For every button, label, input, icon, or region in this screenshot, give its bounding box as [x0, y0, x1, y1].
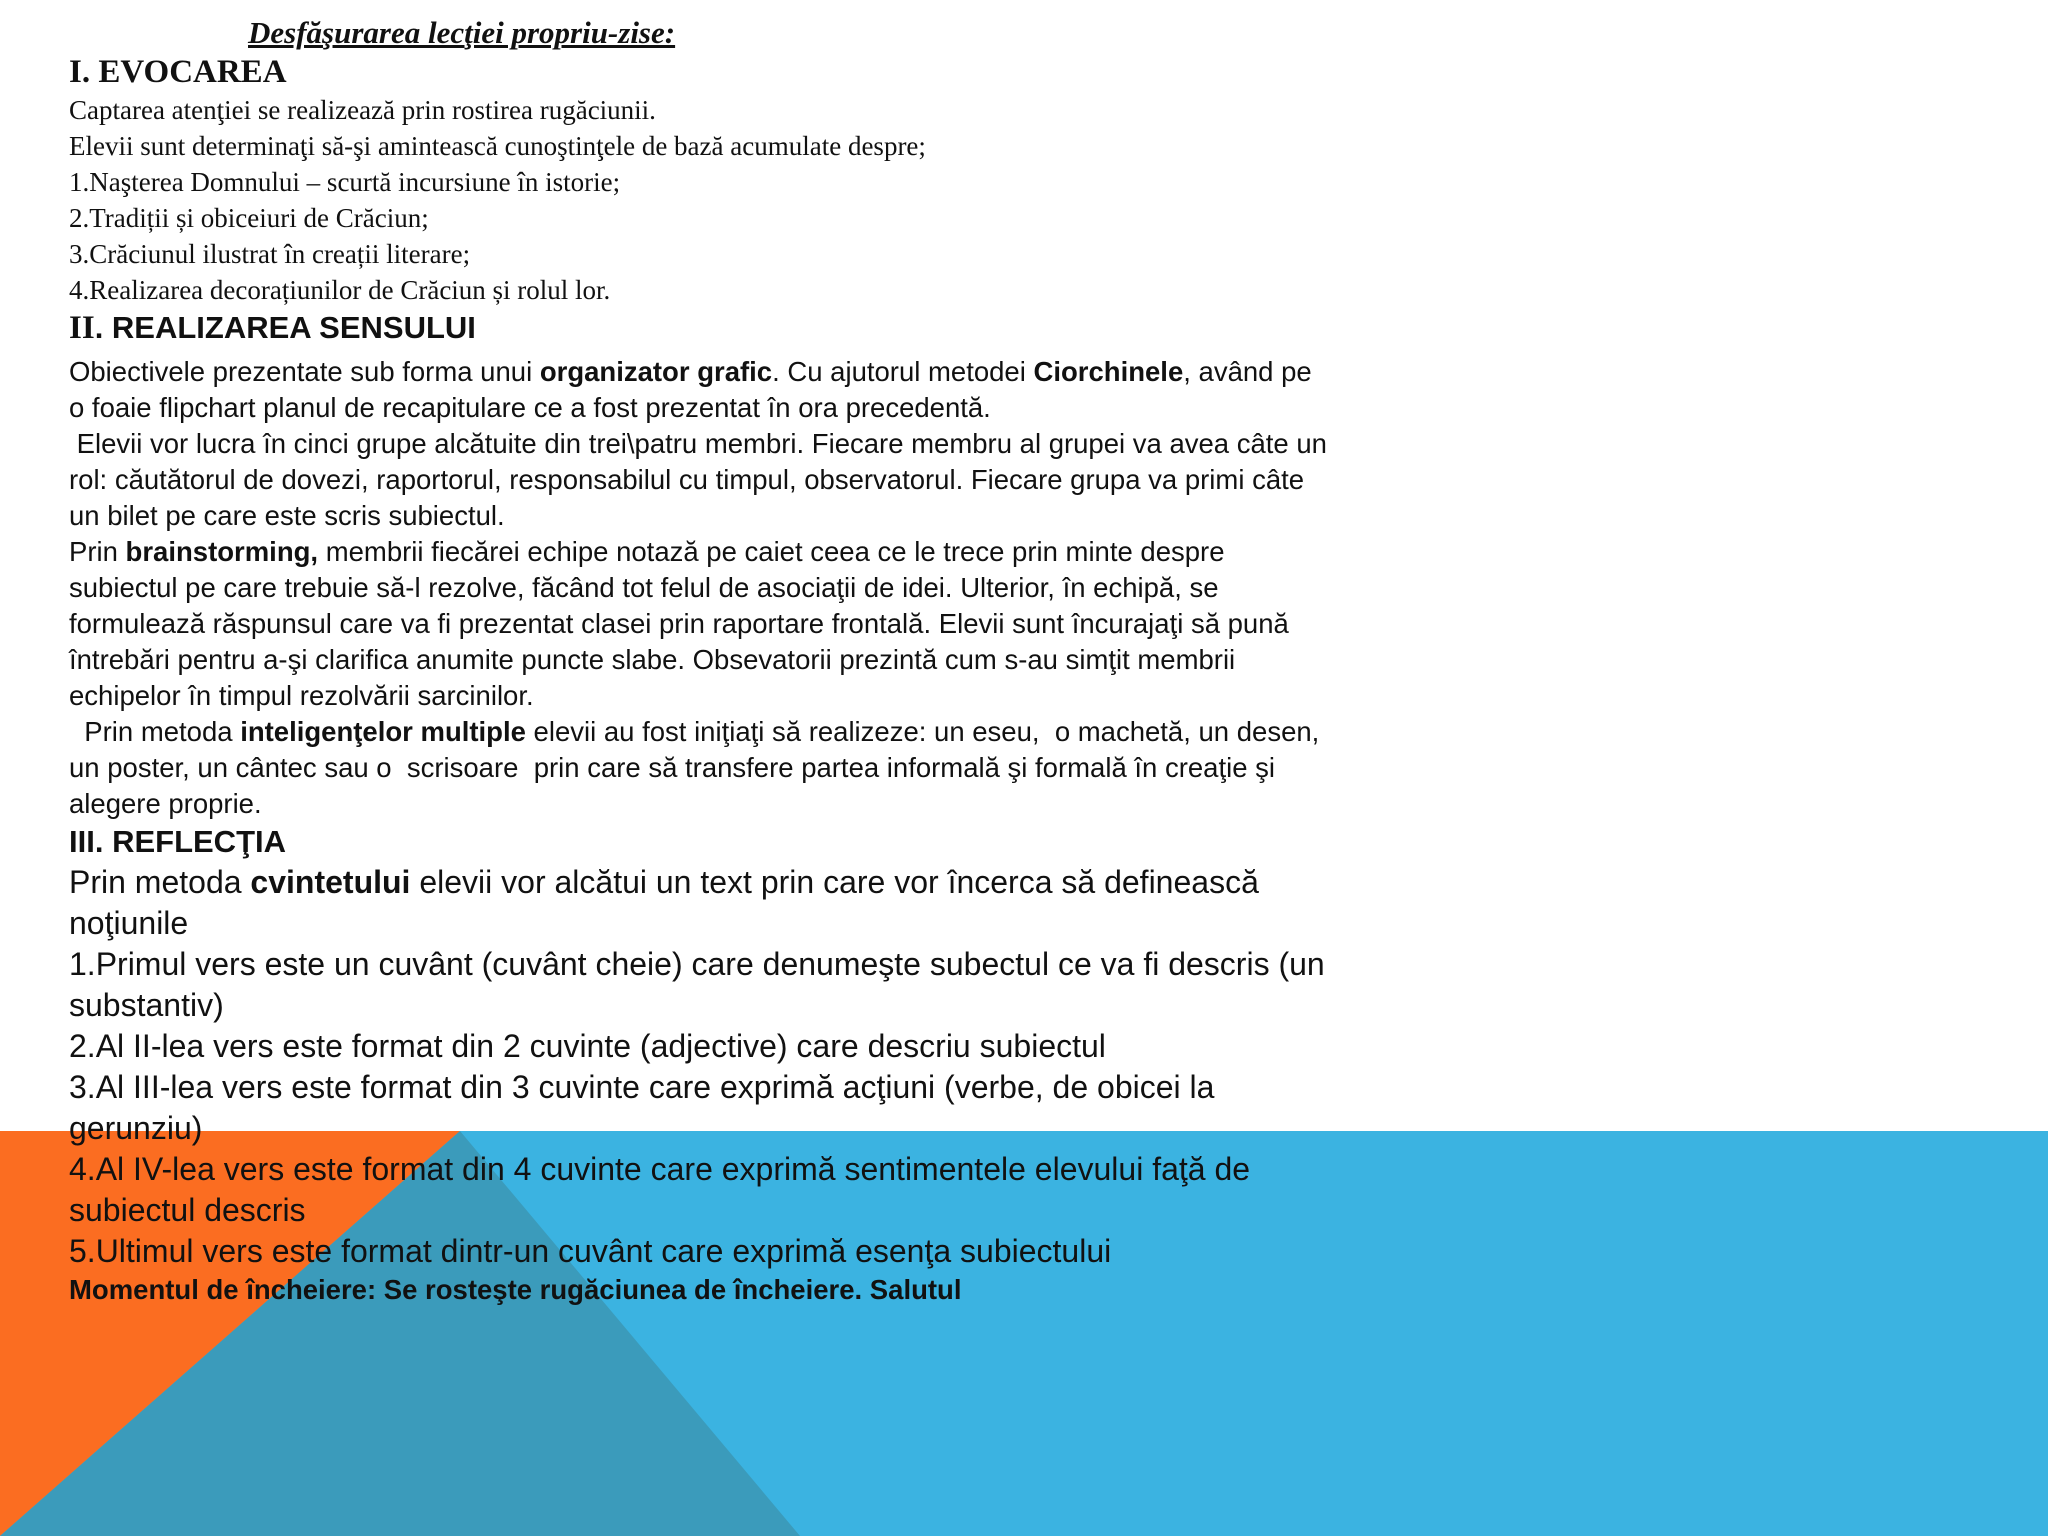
reflectie-item: 1.Primul vers este un cuvânt (cuvânt cheie) care denumeşte subectul ce va fi descris (un substantiv) — [69, 946, 1325, 1023]
bold-term: cvintetului — [250, 864, 411, 900]
text-run: Prin — [69, 536, 126, 567]
reflectie-intro — [69, 862, 1329, 944]
evocare-line: 3.Crăciunul ilustrat în creații literare; — [69, 239, 471, 269]
text-run: elevii au fost iniţiaţi să realizeze: un eseu, o machetă, un desen, un poster, un cântec sau o scrisoare prin care să transfere partea informală şi formală în creaţie şi alegere proprie. — [69, 716, 1327, 819]
evocare-line: 2.Tradiții și obiceiuri de Crăciun; — [69, 203, 429, 233]
text-run: . Cu ajutorul metodei — [772, 356, 1034, 387]
text-run: , având pe o foaie flipchart planul de recapitulare ce a fost prezentat în ora precedentă. — [69, 356, 1320, 423]
text-run: elevii vor alcătui un text prin care vor încerca să definească noţiunile — [69, 864, 1259, 941]
reflectie-item: 3.Al III-lea vers este format din 3 cuvinte care exprimă acţiuni (verbe, de obicei la gerunziu) — [69, 1069, 1215, 1146]
section-title: . REALIZAREA SENSULUI — [94, 310, 476, 345]
lesson-content — [69, 14, 1335, 1308]
bold-term: Ciorchinele — [1033, 356, 1184, 387]
bold-term: inteligenţelor multiple — [240, 716, 526, 747]
section-number: II — [69, 310, 95, 346]
reflectie-item: 2.Al II-lea vers este format din 2 cuvinte (adjective) care descriu subiectul — [69, 1028, 1106, 1064]
text-run: membrii fiecărei echipe notază pe caiet ceea ce le trece prin minte despre subiectul pe care trebuie să-l rezolve, făcând tot felul de asociaţii de idei. Ulterior, în echipă, se formulează răspunsul care va fi prezentat clasei prin raportare frontală. Elevii sunt încurajaţi să pună întrebări pentru a-şi clarifica anumite puncte slabe. Obsevatorii prezintă cum s-au simţit membrii echipelor în timpul rezolvării sarcinilor. — [69, 536, 1297, 711]
text-run: Obiectivele prezentate sub forma unui — [69, 356, 540, 387]
page-title: Desfăşurarea lecţiei propriu-zise: — [248, 15, 676, 50]
section-heading-reflectie: III. REFLECŢIA — [69, 824, 286, 859]
realizare-paragraph-3 — [69, 534, 1329, 714]
evocare-line: 1.Naşterea Domnului – scurtă incursiune în istorie; — [69, 167, 621, 197]
section-heading-realizare — [69, 308, 1329, 354]
section-heading-evocare: I. EVOCAREA — [69, 54, 287, 90]
realizare-paragraph-2: Elevii vor lucra în cinci grupe alcătuite din trei\patru membri. Fiecare membru al grupei va avea câte un rol: căutătorul de dovezi, raportorul, responsabilul cu timpul, observatorul. Fiecare grupa va primi câte un bilet pe care este scris subiectul. — [69, 428, 1335, 531]
reflectie-item: 4.Al IV-lea vers este format din 4 cuvinte care exprimă sentimentele elevului faţă de subiectul descris — [69, 1151, 1251, 1228]
bold-term: organizator grafic — [539, 356, 773, 387]
evocare-line: 4.Realizarea decorațiunilor de Crăciun și rolul lor. — [69, 275, 611, 305]
reflectie-item: 5.Ultimul vers este format dintr-un cuvânt care exprimă esenţa subiectului — [69, 1233, 1112, 1269]
text-run: Prin metoda — [69, 716, 241, 747]
closing-moment: Momentul de încheiere: Se rosteşte rugăciunea de încheiere. Salutul — [69, 1274, 962, 1305]
evocare-line: Captarea atenţiei se realizează prin rostirea rugăciunii. — [69, 95, 656, 125]
realizare-paragraph-4 — [69, 714, 1329, 822]
bold-term: brainstorming, — [125, 536, 319, 567]
realizare-paragraph-1 — [69, 354, 1329, 426]
text-run: Prin metoda — [69, 864, 251, 900]
evocare-line: Elevii sunt determinaţi să-şi amintească cunoştinţele de bază acumulate despre; — [69, 131, 926, 161]
